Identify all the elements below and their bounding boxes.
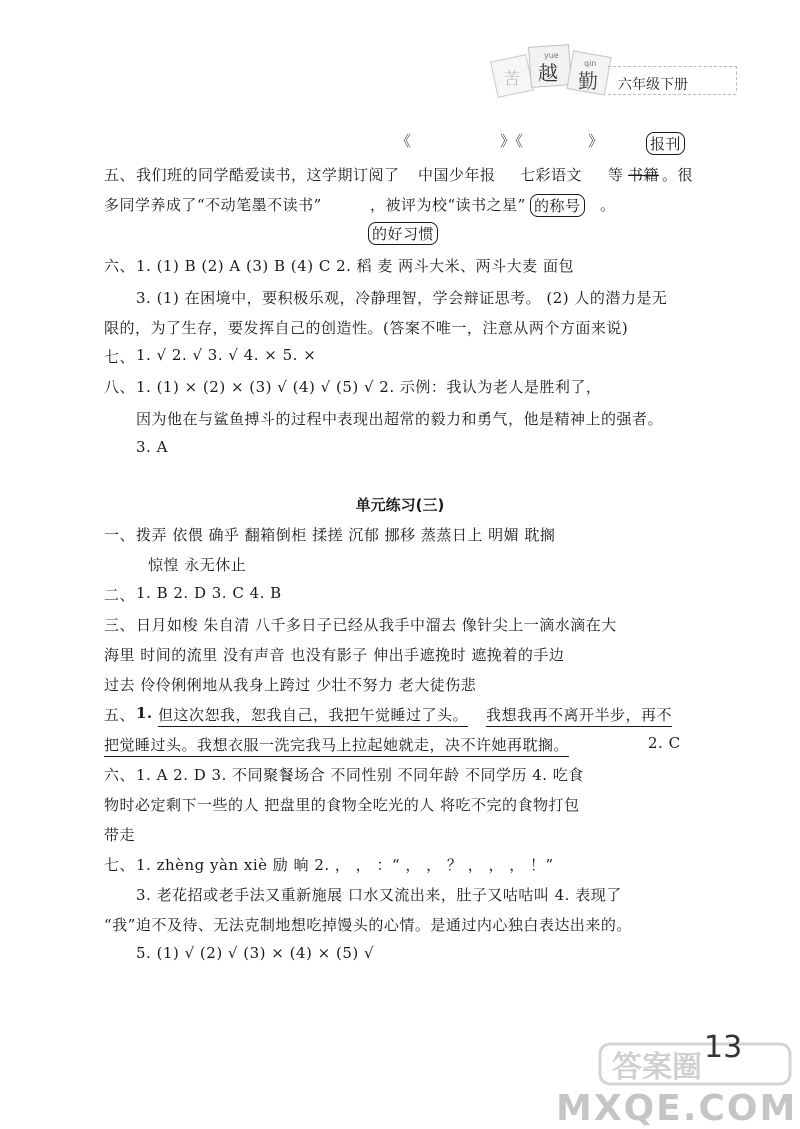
logo-char-2: 勤 bbox=[578, 69, 598, 93]
insert-mark-c: 》 bbox=[588, 132, 604, 150]
logo-pinyin-2: qin bbox=[584, 59, 597, 68]
u6-label: 六、 bbox=[104, 766, 136, 784]
s5-l1-a: 我们班的同学酷爱读书，这学期订阅了 bbox=[136, 166, 400, 184]
grade-label: 六年级下册 bbox=[618, 77, 688, 93]
publisher-logo-stamps bbox=[486, 24, 616, 114]
s8-label: 八、 bbox=[104, 378, 136, 396]
s7-label: 七、 bbox=[104, 348, 136, 366]
watermark-text: MXQE.COM bbox=[556, 1088, 798, 1129]
header-rule-line bbox=[608, 94, 736, 95]
u5-l1-b: 我想我再不离开半步，再不 bbox=[486, 704, 672, 727]
u3-l3: 过去 伶伶俐俐地从我身上跨过 少壮不努力 老大徒伤悲 bbox=[104, 676, 477, 694]
unit-title: 单元练习(三) bbox=[355, 496, 445, 514]
s6-l2: 3. (1) 在困境中，要积极乐观，冷静理智，学会辩证思考。 (2) 人的潜力是无 bbox=[136, 289, 668, 307]
u5-l1-num: 1. bbox=[136, 704, 153, 722]
insert-box-baokan: 报刊 bbox=[646, 132, 685, 155]
s5-l1-b: 中国少年报 bbox=[418, 166, 496, 184]
s6-l1: 1. (1) B (2) A (3) B (4) C 2. 稻 麦 两斗大米、两斗大麦 面包 bbox=[136, 257, 574, 275]
s5-l1-d: 等 bbox=[608, 166, 624, 184]
u3-l2: 海里 时间的流里 没有声音 也没有影子 伸出手遮挽时 遮挽着的手边 bbox=[104, 646, 565, 664]
s5-label: 五、 bbox=[104, 166, 136, 184]
u3-label: 三、 bbox=[104, 616, 136, 634]
u1-l2: 惊惶 永无休止 bbox=[148, 556, 247, 574]
s8-l1: 1. (1) × (2) × (3) √ (4) √ (5) √ 2. 示例：我认为老人是胜利了， bbox=[136, 378, 602, 396]
u5-l2-a: 把觉睡过头。我想衣服一洗完我马上拉起她就走，决不许她再耽搁。 bbox=[104, 734, 569, 757]
logo-char-0: 苦 bbox=[504, 69, 521, 88]
watermark-cn: 答案圈 bbox=[612, 1050, 702, 1085]
u5-l2-b: 2. C bbox=[648, 734, 681, 752]
u5-label: 五、 bbox=[104, 706, 136, 724]
u7-l3: “我”迫不及待、无法克制地想吃掉馒头的心情。是通过内心独白表达出来的。 bbox=[104, 916, 632, 934]
insert-box-habit: 的好习惯 bbox=[368, 222, 438, 245]
insert-mark-b: 》《 bbox=[500, 132, 524, 150]
s5-l2-c: 的称号 bbox=[530, 194, 585, 217]
u2-l1: 1. B 2. D 3. C 4. B bbox=[136, 584, 282, 602]
s6-label: 六、 bbox=[104, 257, 136, 275]
page-number: 13 bbox=[704, 1030, 743, 1065]
s6-l3: 限的，为了生存，要发挥自己的创造性。(答案不唯一，注意从两个方面来说) bbox=[104, 319, 629, 337]
s5-l1-f: 。很 bbox=[662, 166, 694, 184]
u7-l4: 5. (1) √ (2) √ (3) × (4) × (5) √ bbox=[136, 944, 375, 962]
s5-l2-b: ，被评为校“读书之星” bbox=[370, 196, 526, 214]
u1-label: 一、 bbox=[104, 526, 136, 544]
u6-l1: 1. A 2. D 3. 不同聚餐场合 不同性别 不同年龄 不同学历 4. 吃食 bbox=[136, 766, 584, 784]
u6-l2: 物时必定剩下一些的人 把盘里的食物全吃光的人 将吃不完的食物打包 bbox=[104, 796, 580, 814]
s7-l1: 1. √ 2. √ 3. √ 4. × 5. × bbox=[136, 346, 317, 364]
u7-l2: 3. 老花招或老手法又重新施展 口水又流出来，肚子又咕咕叫 4. 表现了 bbox=[136, 886, 622, 904]
s8-l3: 3. A bbox=[136, 438, 168, 456]
u1-l1: 拨弄 依偎 确乎 翻箱倒柜 揉搓 沉郁 挪移 蒸蒸日上 明媚 耽搁 bbox=[136, 526, 556, 544]
u7-label: 七、 bbox=[104, 856, 136, 874]
s5-l2-d: 。 bbox=[600, 196, 616, 214]
u5-l1-a: 但这次恕我，恕我自己，我把午觉睡过了头。 bbox=[158, 704, 468, 727]
u6-l3: 带走 bbox=[104, 826, 136, 844]
u7-l1: 1. zhèng yàn xiè 励 晌 2. ， ， ：“ ， ， ？ ， ， ， ！” bbox=[136, 856, 554, 874]
s5-l1-c: 七彩语文 bbox=[520, 166, 583, 184]
logo-char-1: 越 bbox=[538, 61, 558, 85]
u2-label: 二、 bbox=[104, 586, 136, 604]
s5-l2-a: 多同学养成了“不动笔墨不读书” bbox=[104, 196, 322, 214]
s5-l1-e: 书籍 bbox=[628, 166, 660, 184]
u3-l1: 日月如梭 朱自清 八千多日子已经从我手中溜去 像针尖上一滴水滴在大 bbox=[136, 616, 617, 634]
logo-pinyin-1: yue bbox=[544, 51, 559, 60]
insert-mark-a: 《 bbox=[396, 132, 412, 150]
s8-l2: 因为他在与鲨鱼搏斗的过程中表现出超常的毅力和勇气，他是精神上的强者。 bbox=[136, 410, 664, 428]
